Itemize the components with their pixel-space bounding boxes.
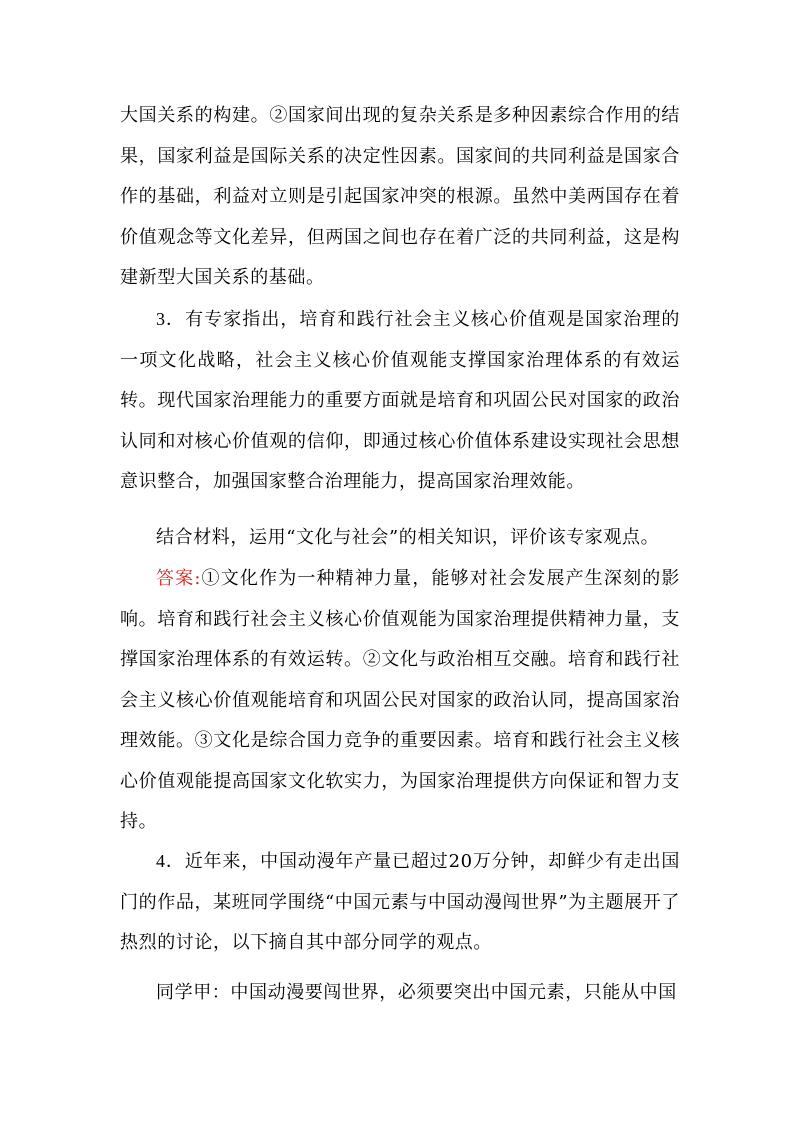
question-4-paragraph	[120, 841, 680, 964]
question-3-number: 3．	[156, 309, 186, 329]
answer-3-paragraph	[120, 559, 680, 843]
answer-3-text: ①文化作为一种精神力量，能够对社会发展产生深刻的影响。培育和践行社会主义核心价值观能为国家治理提供精神力量，支撑国家治理体系的有效运转。②文化与政治相互交融。培育和践行社会主义核心价值观能培育和巩固公民对国家的政治认同，提高国家治理效能。③文化是综合国力竞争的重要因素。培育和践行社会主义核心价值观能提高国家文化软实力，为国家治理提供方向保证和智力支持。	[120, 568, 681, 832]
student-a-text: 同学甲：中国动漫要闯世界，必须要突出中国元素，只能从中国	[156, 982, 677, 1003]
question-4-number: 4．	[156, 851, 185, 871]
answer-continuation-paragraph	[120, 96, 680, 299]
question-3-text: 有专家指出，培育和践行社会主义核心价值观是国家治理的一项文化战略，社会主义核心价值观能支撑国家治理体系的有效运转。现代国家治理能力的重要方面就是培育和巩固公民对国家的政治认同和对核心价值观的信仰，即通过核心价值体系建设实现社会思想意识整合，加强国家整合治理能力，提高国家治理效能。	[120, 309, 680, 492]
question-4-text: 近年来，中国动漫年产量已超过20万分钟，却鲜少有走出国门的作品，某班同学围绕“中国元素与中国动漫闯世界”为主题展开了热烈的讨论，以下摘自其中部分同学的观点。	[120, 851, 680, 953]
answer-label: 答案:	[156, 568, 201, 589]
question-3-prompt	[120, 518, 680, 559]
answer-continuation-text: 大国关系的构建。②国家间出现的复杂关系是多种因素综合作用的结果，国家利益是国际关系的决定性因素。国家间的共同利益是国家合作的基础，利益对立则是引起国家冲突的根源。虽然中美两国存在着价值观念等文化差异，但两国之间也存在着广泛的共同利益，这是构建新型大国关系的基础。	[120, 105, 680, 288]
student-a-opinion	[120, 973, 680, 1014]
question-3-prompt-text: 结合材料，运用“文化与社会”的相关知识，评价该专家观点。	[156, 527, 660, 548]
question-3-paragraph	[120, 299, 680, 503]
